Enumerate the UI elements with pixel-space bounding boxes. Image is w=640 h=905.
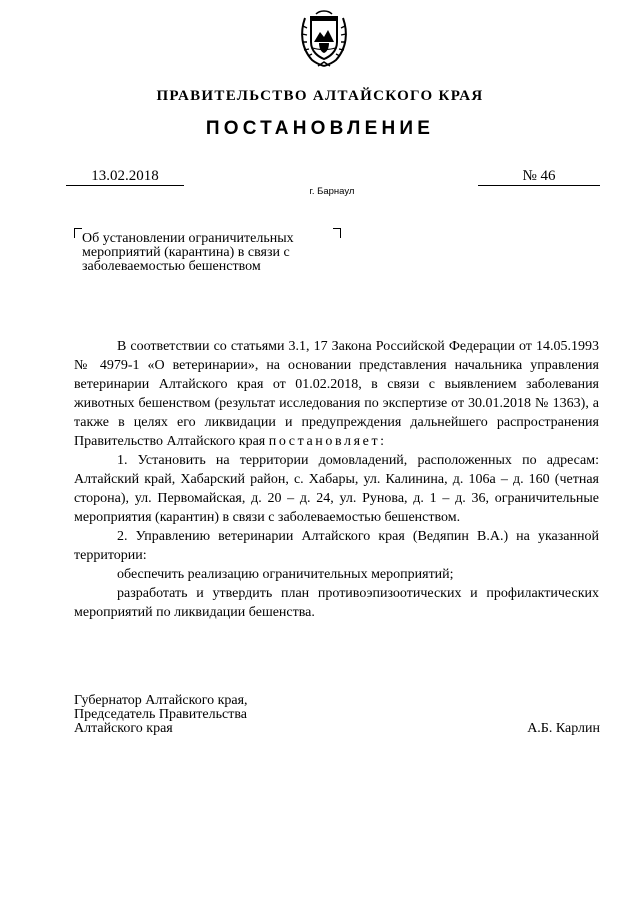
intro-paragraph bbox=[74, 337, 599, 451]
item-2: 2. Управлению ветеринарии Алтайского края (Ведяпин В.А.) на указанной территории: bbox=[74, 529, 599, 563]
signatory-line: Алтайского края bbox=[74, 721, 173, 736]
document-type: ПОСТАНОВЛЕНИЕ bbox=[205, 118, 435, 139]
altai-coat-of-arms-icon bbox=[298, 8, 350, 68]
signatory-position bbox=[74, 694, 324, 736]
item-1: 1. Установить на территории домовладений, расположенных по адресам: Алтайский край, Хабарский район, с. Хабары, ул. Калинина, д. 106а – д. 160 (четная сторона), ул. Первомайская, д. 20 – д. 24, ул. Рунова, д. 1 – д. 36, ограничительные мероприятия (карантин) в связи с заболеваемостью бешенством. bbox=[74, 453, 599, 525]
intro-text: В соответствии со статьями 3.1, 17 Закона Российской Федерации от 14.05.1993 № 4979-1 «О ветеринарии», на основании представления начальника управления ветеринарии Алтайского края от 01.02.2018, в связи с выявлением заболевания животных бешенством (результат исследования по экспертизе от 30.01.2018 № 1363), а также в целях его ликвидации и предупреждения дальнейшего распространения Правительство Алтайского края bbox=[74, 339, 599, 449]
signatory-name: А.Б. Карлин bbox=[527, 721, 600, 736]
signatory-line: Губернатор Алтайского края, bbox=[74, 693, 248, 708]
subject-bracket-right bbox=[333, 228, 341, 238]
government-name: ПРАВИТЕЛЬСТВО АЛТАЙСКОГО КРАЯ bbox=[156, 88, 484, 104]
subject-line: заболеваемостью бешенством bbox=[82, 259, 261, 274]
item-2b: разработать и утвердить план противоэпизоотических и профилактических мероприятий по ликвидации бешенства. bbox=[74, 586, 599, 620]
subject-line: Об установлении ограничительных bbox=[82, 231, 294, 246]
item-2a: обеспечить реализацию ограничительных мероприятий; bbox=[117, 567, 454, 582]
document-body bbox=[74, 337, 599, 622]
subject-bracket-left bbox=[74, 228, 82, 238]
document-date: 13.02.2018 bbox=[66, 167, 184, 186]
subject-line: мероприятий (карантина) в связи с bbox=[82, 245, 290, 260]
decree-word: постановляет: bbox=[268, 434, 387, 449]
document-city: г. Барнаул bbox=[309, 186, 355, 197]
document-number: № 46 bbox=[478, 167, 600, 186]
signatory-line: Председатель Правительства bbox=[74, 707, 247, 722]
document-subject bbox=[82, 232, 332, 274]
